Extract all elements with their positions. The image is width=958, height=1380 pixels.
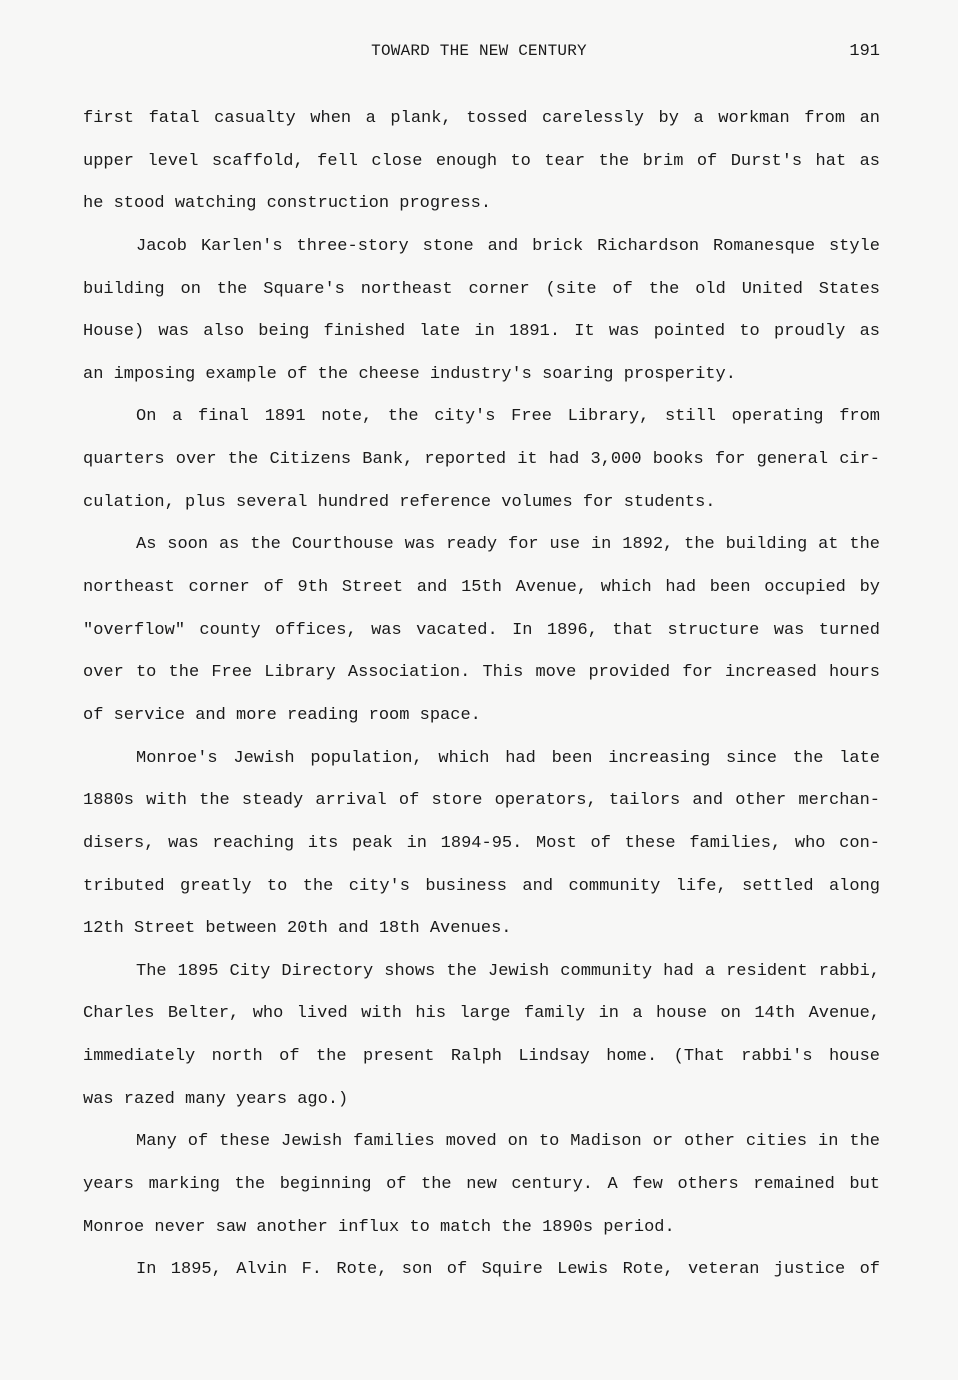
running-title: TOWARD THE NEW CENTURY xyxy=(371,42,587,60)
page-number: 191 xyxy=(849,42,880,61)
text-line: Monroe's Jewish population, which had been increasing since the late xyxy=(136,748,880,768)
text-line: northeast corner of 9th Street and 15th Avenue, which had been occupied by xyxy=(83,578,880,598)
paragraph xyxy=(83,532,880,745)
paragraph xyxy=(83,1129,880,1257)
text-line: In 1895, Alvin F. Rote, son of Squire Lewis Rote, veteran justice of xyxy=(136,1260,880,1280)
paragraph xyxy=(83,959,880,1130)
text-line: an imposing example of the cheese industry's soaring prosperity. xyxy=(83,364,736,384)
text-line: 12th Street between 20th and 18th Avenues. xyxy=(83,919,512,939)
text-line: years marking the beginning of the new century. A few others remained but xyxy=(83,1175,880,1195)
text-line: 1880s with the steady arrival of store operators, tailors and other merchan- xyxy=(83,791,880,811)
text-line: tributed greatly to the city's business and community life, settled along xyxy=(83,876,880,896)
text-line: first fatal casualty when a plank, tossed carelessly by a workman from an xyxy=(83,109,880,128)
text-line: Monroe never saw another influx to match the 1890s period. xyxy=(83,1217,675,1237)
text-line: building on the Square's northeast corner (site of the old United States xyxy=(83,279,880,299)
text-line: culation, plus several hundred reference volumes for students. xyxy=(83,492,716,512)
text-line: of service and more reading room space. xyxy=(83,705,481,725)
text-line: immediately north of the present Ralph Lindsay home. (That rabbi's house xyxy=(83,1047,880,1067)
text-line: House) was also being finished late in 1891. It was pointed to proudly as xyxy=(83,322,880,342)
text-line: over to the Free Library Association. This move provided for increased hours xyxy=(83,663,880,683)
text-line: The 1895 City Directory shows the Jewish community had a resident rabbi, xyxy=(136,961,880,981)
text-line: was razed many years ago.) xyxy=(83,1089,349,1109)
paragraph xyxy=(83,746,880,959)
paragraph xyxy=(83,234,880,405)
text-line: "overflow" county offices, was vacated. In 1896, that structure was turned xyxy=(83,620,880,640)
text-line: Many of these Jewish families moved on to Madison or other cities in the xyxy=(136,1132,880,1152)
text-line: upper level scaffold, fell close enough to tear the brim of Durst's hat as xyxy=(83,151,880,171)
text-line: Charles Belter, who lived with his large family in a house on 14th Avenue, xyxy=(83,1004,880,1024)
text-line: disers, was reaching its peak in 1894-95. Most of these families, who con- xyxy=(83,833,880,853)
text-line: he stood watching construction progress. xyxy=(83,194,492,214)
paragraph xyxy=(83,404,880,532)
text-line: As soon as the Courthouse was ready for use in 1892, the building at the xyxy=(136,535,880,555)
page-header xyxy=(0,42,958,66)
text-line: On a final 1891 note, the city's Free Library, still operating from xyxy=(136,407,880,427)
body-text xyxy=(83,106,880,1300)
paragraph xyxy=(83,106,880,234)
paragraph xyxy=(83,1257,880,1300)
text-line: quarters over the Citizens Bank, reported it had 3,000 books for general cir- xyxy=(83,450,880,470)
text-line: Jacob Karlen's three-story stone and brick Richardson Romanesque style xyxy=(136,236,880,256)
